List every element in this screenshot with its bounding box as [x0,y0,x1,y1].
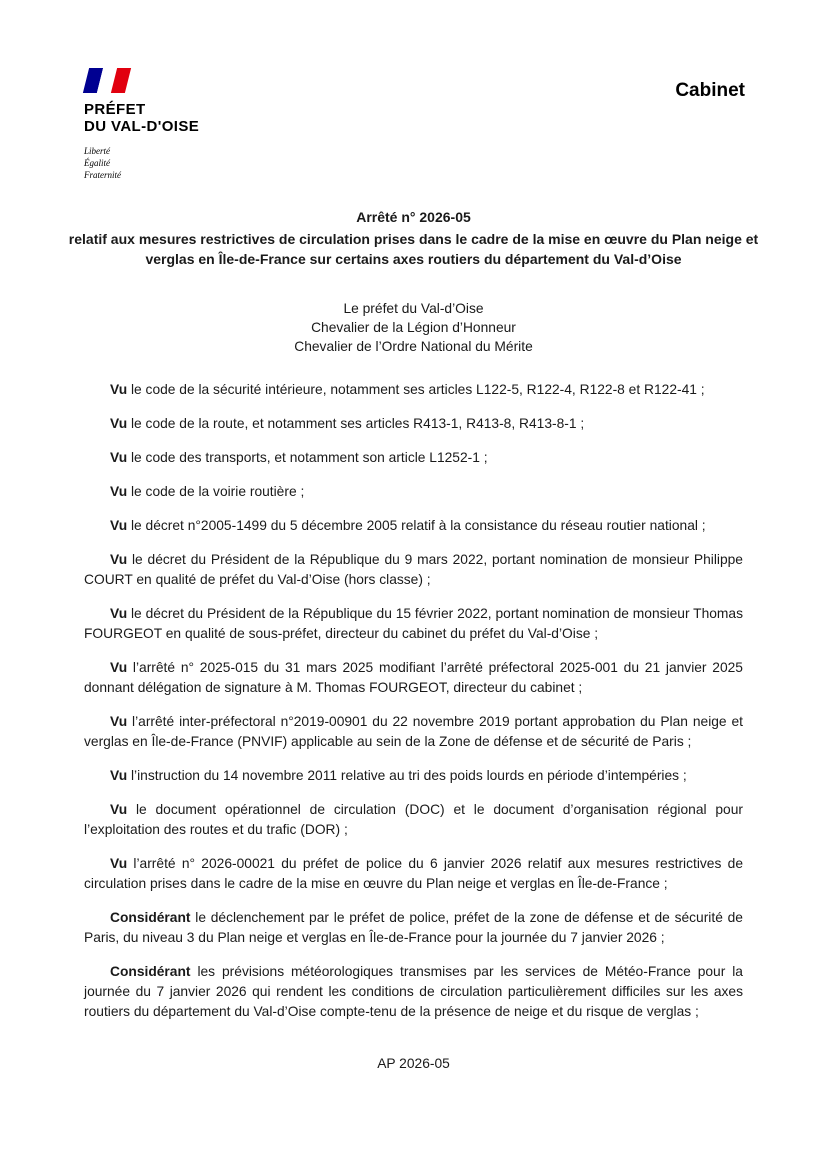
recital-4-text: le code de la voirie routière ; [130,484,305,499]
recital-7 [84,604,743,644]
recital-6-lead: Vu [110,552,128,567]
page-header [0,0,827,181]
authority-line-1: Le préfet du Val-d’Oise [343,301,484,316]
recital-11-lead: Vu [110,802,128,817]
recital-12-text: l’arrêté n° 2026-00021 du préfet de police du 6 janvier 2026 relatif aux mesures restrictives de circulation prises dans le cadre de la mise en œuvre du Plan neige et verglas en Île-de-France ; [84,856,743,891]
recital-9 [84,712,743,752]
page-footer-reference: AP 2026-05 [377,1056,450,1071]
recital-10 [84,766,743,786]
recital-1-lead: Vu [110,382,128,397]
recital-11 [84,800,743,840]
recital-5-lead: Vu [110,518,128,533]
recital-12 [84,854,743,894]
prefecture-name-line2: DU VAL-D'OISE [84,118,200,135]
recital-10-lead: Vu [110,768,128,783]
document-title-block [0,207,827,269]
french-flag-icon [83,68,131,93]
prefecture-name-line1: PRÉFET [84,101,146,118]
recital-2-text: le code de la route, et notamment ses articles R413-1, R413-8, R413-8-1 ; [130,416,585,431]
prefecture-logo [84,68,199,181]
recital-13-text: le déclenchement par le préfet de police, préfet de la zone de défense et de sécurité de Paris, du niveau 3 du Plan neige et verglas en Île-de-France pour la journée du 7 janvier 2026 ; [84,910,743,945]
motto-egalite: Égalité [84,158,110,168]
recital-1-text: le code de la sécurité intérieure, notamment ses articles L122-5, R122-4, R122-8 et R122-41 ; [130,382,705,397]
recital-3-text: le code des transports, et notamment son article L1252-1 ; [130,450,488,465]
recital-13-lead: Considérant [110,910,191,925]
recital-11-text: le document opérationnel de circulation (DOC) et le document d’organisation régional pour l’exploitation des routes et du trafic (DOR) ; [84,802,743,837]
recital-9-text: l’arrêté inter-préfectoral n°2019-00901 du 22 novembre 2019 portant approbation du Plan neige et verglas en Île-de-France (PNVIF) applicable au sein de la Zone de défense et de sécurité de Paris ; [84,714,743,749]
recital-14 [84,962,743,1022]
decree-subject-title: relatif aux mesures restrictives de circulation prises dans le cadre de la mise en œuvre du Plan neige et verglas en Île-de-France sur certains axes routiers du département du Val-d’Oise [68,231,759,267]
recital-5 [84,516,743,536]
recital-14-lead: Considérant [110,964,191,979]
republic-motto [84,145,199,181]
recital-10-text: l’instruction du 14 novembre 2011 relative au tri des poids lourds en période d’intempéries ; [130,768,687,783]
authority-block [0,299,827,356]
decree-number-title: Arrêté n° 2026-05 [356,209,471,225]
recital-6 [84,550,743,590]
recital-1 [84,380,743,400]
recital-5-text: le décret n°2005-1499 du 5 décembre 2005 relatif à la consistance du réseau routier national ; [130,518,706,533]
issuing-office-label: Cabinet [675,80,745,101]
recital-12-lead: Vu [110,856,128,871]
recital-3-lead: Vu [110,450,128,465]
authority-line-2: Chevalier de la Légion d’Honneur [311,320,516,335]
recital-4-lead: Vu [110,484,128,499]
document-body [0,380,827,1022]
recital-6-text: le décret du Président de la République du 9 mars 2022, portant nomination de monsieur Philippe COURT en qualité de préfet du Val-d’Oise (hors classe) ; [84,552,743,587]
recital-14-text: les prévisions météorologiques transmises par les services de Météo-France pour la journée du 7 janvier 2026 qui rendent les conditions de circulation particulièrement difficiles sur les axes routiers du département du Val-d’Oise compte-tenu de la présence de neige et du risque de verglas ; [84,964,743,1019]
recital-8-text: l’arrêté n° 2025-015 du 31 mars 2025 modifiant l’arrêté préfectoral 2025-001 du 21 janvier 2025 donnant délégation de signature à M. Thomas FOURGEOT, directeur du cabinet ; [84,660,743,695]
recital-13 [84,908,743,948]
recital-8 [84,658,743,698]
motto-fraternite: Fraternité [84,170,121,180]
recital-4 [84,482,743,502]
recital-3 [84,448,743,468]
recital-2 [84,414,743,434]
recital-9-lead: Vu [110,714,128,729]
recital-7-lead: Vu [110,606,128,621]
authority-line-3: Chevalier de l’Ordre National du Mérite [294,339,533,354]
recital-7-text: le décret du Président de la République du 15 février 2022, portant nomination de monsieur Thomas FOURGEOT en qualité de sous-préfet, directeur du cabinet du préfet du Val-d’Oise ; [84,606,743,641]
recital-2-lead: Vu [110,416,128,431]
recital-8-lead: Vu [110,660,128,675]
motto-liberte: Liberté [84,146,110,156]
